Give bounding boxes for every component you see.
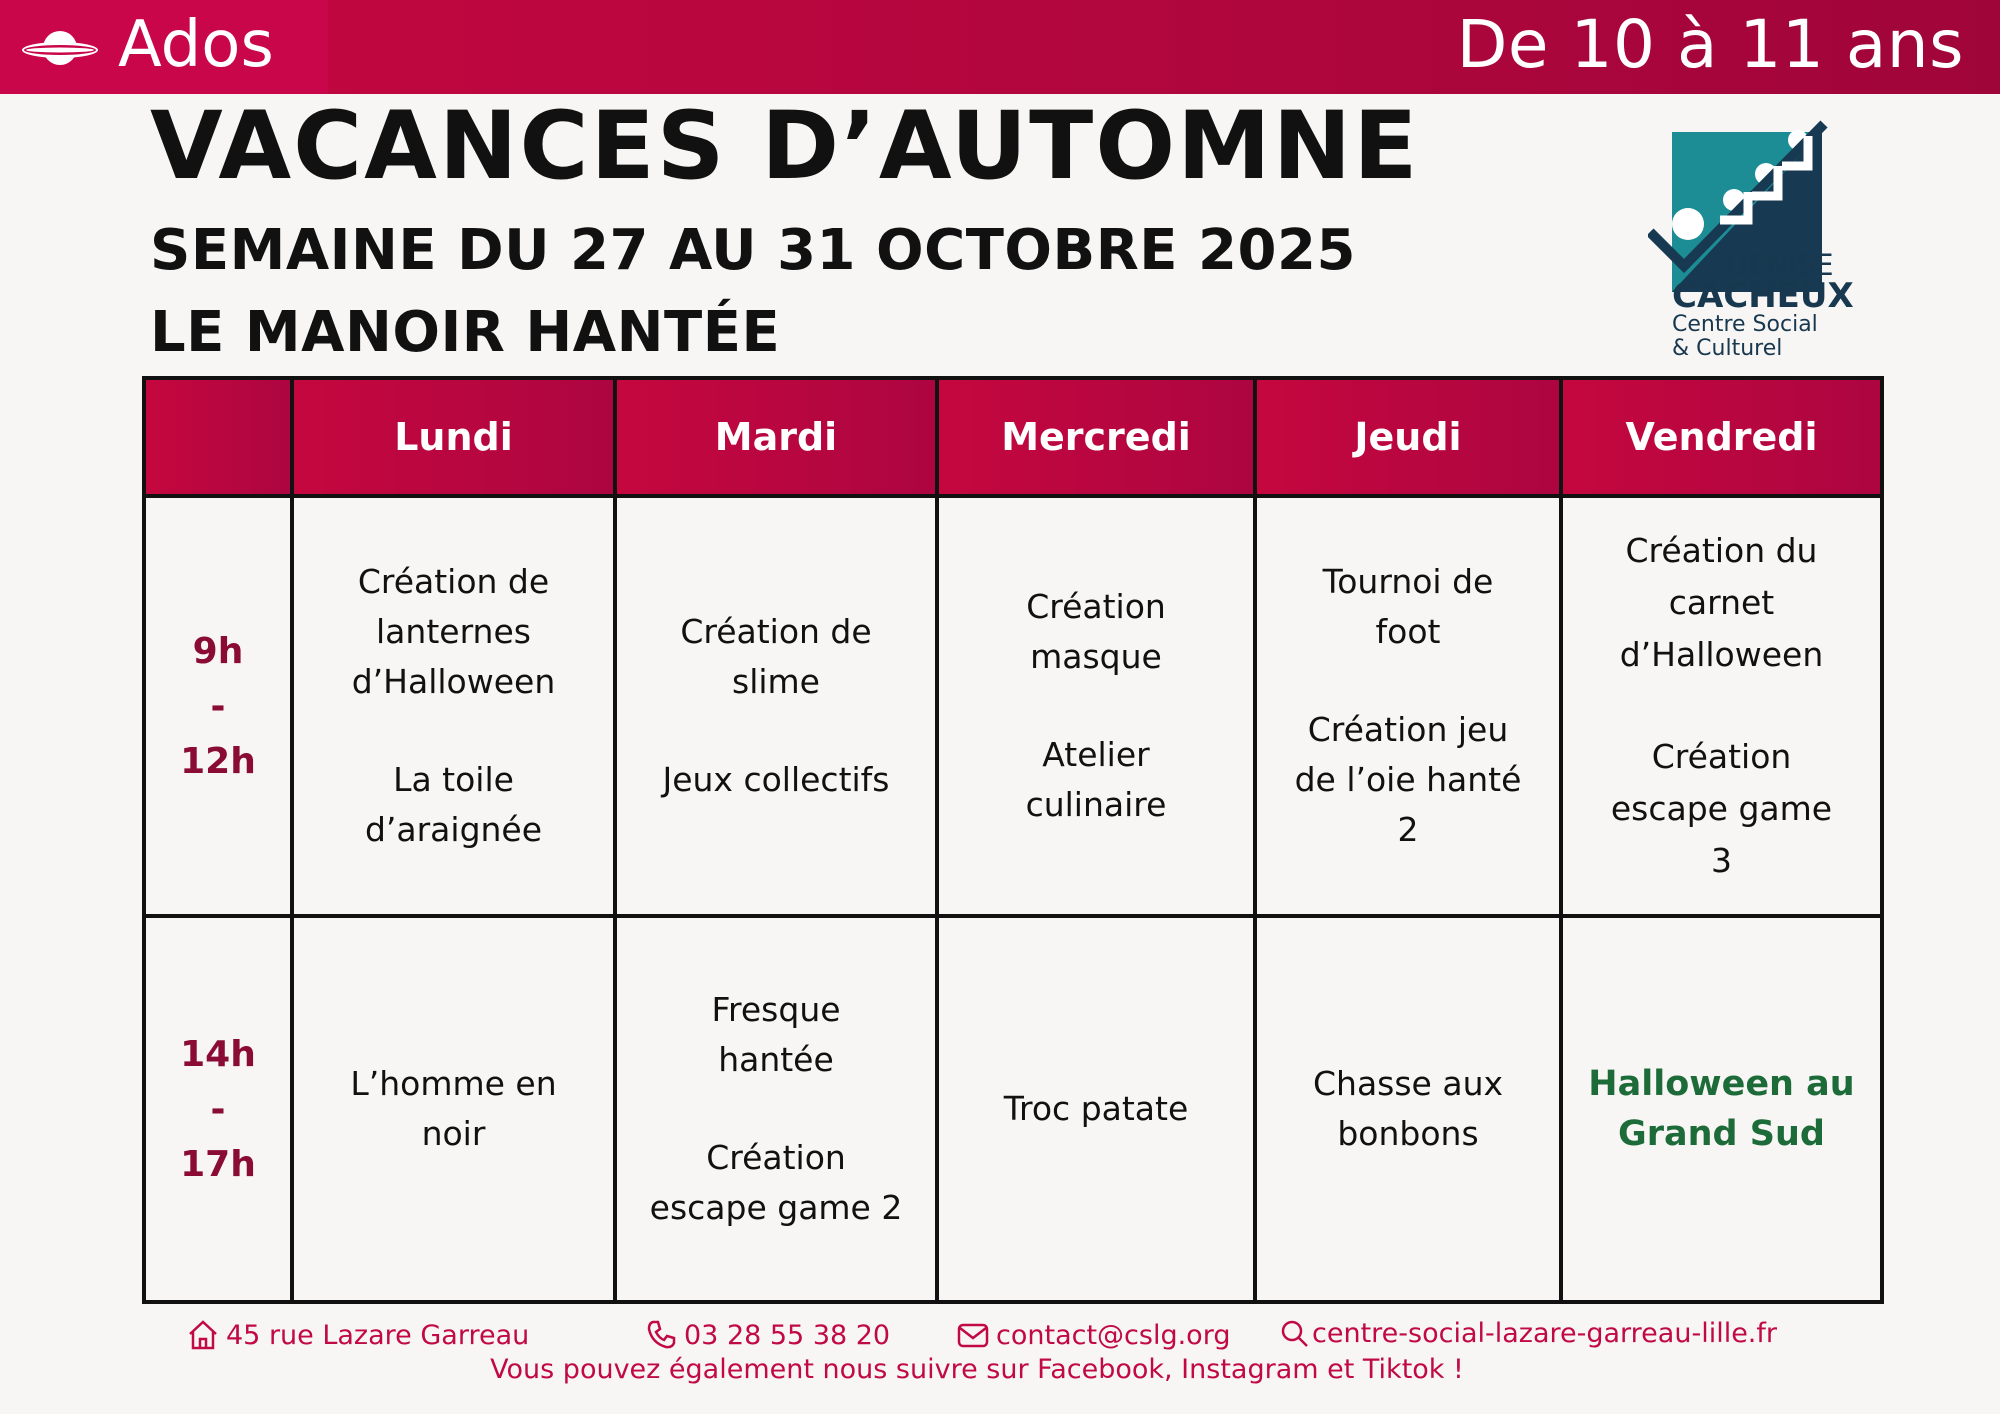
activity-line: foot [1375,612,1441,651]
activity-line: slime [732,662,820,701]
planet-icon [20,24,100,72]
activity-line: de l’oie hanté [1294,760,1522,799]
table-header-row [144,378,1882,496]
time-end: 17h [180,1143,256,1185]
activity-cell [615,916,937,1302]
time-end: 12h [180,740,256,782]
activity-line: Tournoi de [1322,562,1494,601]
activity-gap [1271,657,1545,705]
activity-cell [292,916,615,1302]
age-range: De 10 à 11 ans [1456,6,1964,83]
activity-line: Création jeu [1307,710,1509,749]
activity-line: Création [1651,737,1792,776]
activity-line: d’Halloween [351,662,556,701]
activity-line: masque [1030,637,1162,676]
table-row [144,496,1882,916]
time-sep: - [210,1088,226,1130]
activity-line: 3 [1711,841,1732,880]
activity-line: Fresque [711,990,841,1029]
address-text: 45 rue Lazare Garreau [226,1319,530,1351]
activity-line: Troc patate [1003,1089,1189,1128]
activity-line: escape game [1610,789,1833,828]
activity-cell [937,916,1255,1302]
footer [0,1312,2000,1414]
activity-line: Grand Sud [1618,1114,1825,1154]
day-header: Jeudi [1255,378,1561,496]
schedule-table [142,376,1884,1304]
activity-line: hantée [718,1040,834,1079]
header-corner [144,378,292,496]
activity-line: carnet [1668,583,1775,622]
footer-email[interactable] [956,1318,1230,1352]
activity-line: Création de [357,562,550,601]
day-header: Vendredi [1561,378,1882,496]
time-start: 9h [192,630,244,672]
day-header: Lundi [292,378,615,496]
theme-subtitle: LE MANOIR HANTÉE [150,300,781,365]
activity-line: d’araignée [364,810,543,849]
table-row [144,916,1882,1302]
activity-line: culinaire [1025,785,1167,824]
time-slot [144,496,292,916]
activity-gap [308,707,599,755]
website-text[interactable]: centre-social-lazare-garreau-lille.fr [1312,1318,1777,1349]
week-subtitle: SEMAINE DU 27 AU 31 OCTOBRE 2025 [150,218,1356,283]
activity-gap [631,707,921,755]
activity-cell [1255,496,1561,916]
activity-line: Halloween au [1588,1064,1855,1104]
activity-cell [937,496,1255,916]
activity-line: bonbons [1337,1114,1479,1153]
page-title: VACANCES D’AUTOMNE [150,92,1420,201]
activity-gap [1577,681,1866,731]
logo-line-4: & Culturel [1672,336,1783,361]
home-icon [186,1318,220,1352]
time-slot [144,916,292,1302]
follow-text: Vous pouvez également nous suivre sur Facebook, Instagram et Tiktok ! [490,1354,1464,1385]
activity-line: 2 [1397,810,1419,849]
activity-line: La toile [393,760,514,799]
logo-line-1: DENISE [1726,248,1834,282]
activity-line: escape game 2 [649,1188,903,1227]
group-tab [0,0,328,94]
group-label: Ados [118,8,274,82]
activity-line: Création de [680,612,872,651]
activity-line: Création du [1625,531,1818,570]
activity-line: Jeux collectifs [662,760,890,799]
activity-line: L’homme en [350,1064,557,1103]
activity-cell [1561,496,1882,916]
activity-line: noir [421,1114,486,1153]
day-header: Mercredi [937,378,1255,496]
activity-line: Création [706,1138,846,1177]
footer-address [186,1318,529,1352]
activity-gap [953,682,1239,730]
time-start: 14h [180,1033,256,1075]
mail-icon [956,1318,990,1352]
activity-line: Atelier [1042,735,1150,774]
activity-cell [1255,916,1561,1302]
footer-website[interactable] [1280,1318,1777,1349]
activity-line: Chasse aux [1312,1064,1504,1103]
activity-line: lanternes [376,612,531,651]
phone-icon [644,1318,678,1352]
logo-line-3: Centre Social [1672,312,1818,337]
time-sep: - [210,685,226,727]
phone-text[interactable]: 03 28 55 38 20 [684,1319,891,1351]
activity-gap [631,1085,921,1133]
activity-line: Création [1026,587,1166,626]
activity-line: d’Halloween [1619,635,1824,674]
email-text[interactable]: contact@cslg.org [996,1319,1231,1351]
activity-cell [615,496,937,916]
footer-phone[interactable] [644,1318,890,1352]
logo-line-2: CACHEUX [1672,276,1854,316]
day-header: Mardi [615,378,937,496]
activity-cell [292,496,615,916]
activity-cell-highlight [1561,916,1882,1302]
search-icon [1280,1319,1310,1349]
